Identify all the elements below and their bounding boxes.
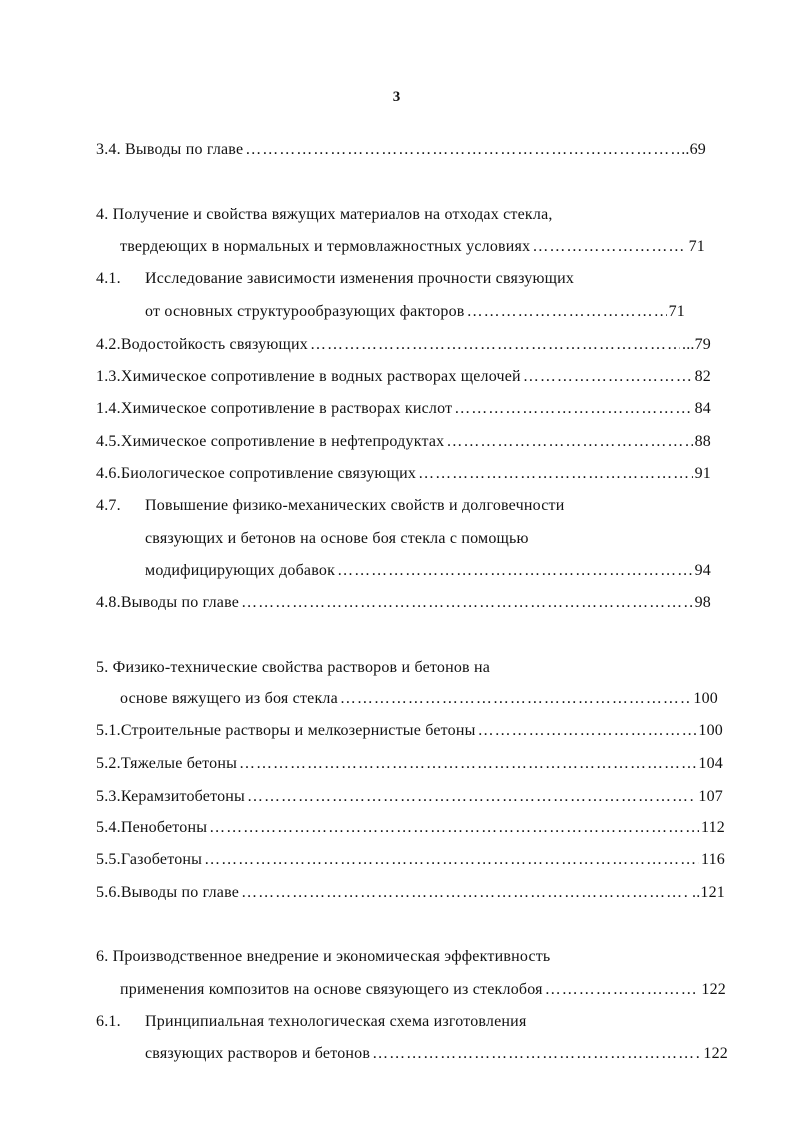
toc-chapter-4 (120, 236, 705, 258)
toc-title: Выводы по главе (120, 884, 240, 901)
toc-entry-5-2 (96, 753, 723, 775)
toc-title: Химическое сопротивление в нефтепродуктах (120, 433, 445, 450)
toc-title: Газобетоны (120, 851, 203, 868)
toc-entry-5-4 (96, 817, 725, 839)
leader-dots (523, 366, 693, 388)
toc-number: 4.6. (96, 465, 121, 482)
toc-number: 3.4. (96, 141, 121, 158)
toc-number: 1.4. (96, 400, 121, 417)
toc-entry-4-2 (96, 334, 711, 356)
toc-title: Выводы по главе (125, 141, 244, 158)
toc-entry-4-7 (145, 560, 711, 582)
toc-chapter-6 (120, 979, 726, 1001)
toc-number: 5.1. (96, 722, 121, 739)
leader-dots (239, 753, 696, 775)
toc-number: 4.1. (96, 270, 121, 287)
toc-page: 98 (694, 594, 711, 611)
leader-dots (545, 979, 700, 1001)
toc-page: 100 (698, 722, 723, 739)
toc-number: 5.4. (96, 819, 121, 836)
toc-entry-5-3 (96, 786, 723, 808)
toc-entry-4-7-head (96, 495, 706, 517)
toc-number: 5.3. (96, 788, 121, 805)
toc-title: Тяжелые бетоны (120, 755, 238, 772)
toc-title: Керамзитобетоны (120, 788, 245, 805)
toc-title: Выводы по главе (120, 594, 240, 611)
toc-title: Биологическое сопротивление связующих (120, 465, 417, 482)
toc-entry-5-1 (96, 720, 723, 742)
page-number: 3 (392, 89, 401, 105)
toc-entry-1-3 (96, 366, 711, 388)
toc-title-cont: связующих растворов и бетонов (145, 1045, 371, 1062)
toc-entry-6-1 (145, 1043, 728, 1065)
toc-entry-5-6 (96, 882, 725, 904)
leader-dots (337, 560, 693, 582)
leader-dots (454, 398, 692, 420)
toc-page: 84 (694, 400, 711, 417)
toc-title: Химическое сопротивление в водных растворах щелочей (120, 368, 521, 385)
toc-title: применения композитов на основе связующего из стеклобоя (120, 981, 543, 998)
toc-page: 94 (694, 562, 711, 579)
leader-dots (340, 688, 691, 710)
toc-entry-4-8 (96, 592, 711, 614)
toc-title: Исследование зависимости изменения прочности связующих (145, 270, 575, 287)
toc-title: Пенобетоны (120, 819, 208, 836)
toc-page: 91 (694, 465, 711, 482)
toc-page: 122 (701, 981, 726, 998)
toc-page: 71 (688, 238, 705, 255)
toc-entry-6-1-head (96, 1011, 706, 1033)
toc-page: 88 (694, 433, 711, 450)
toc-title: основе вяжущего из боя стекла (120, 690, 338, 707)
toc-number: 5.2. (96, 755, 121, 772)
toc-number: 4.7. (96, 497, 121, 514)
toc-number: 4.8. (96, 594, 121, 611)
toc-page: ..69 (681, 141, 706, 158)
toc-number: 4.2. (96, 336, 121, 353)
toc-entry-1-4 (96, 398, 711, 420)
toc-number: 5.6. (96, 884, 121, 901)
toc-page: 116 (700, 851, 725, 868)
toc-page: 112 (700, 819, 725, 836)
toc-title: Химическое сопротивление в растворах кислот (120, 400, 453, 417)
leader-dots (241, 882, 690, 904)
toc-entry-3-4 (96, 139, 706, 161)
leader-dots (532, 236, 686, 258)
toc-title: Водостойкость связующих (120, 336, 308, 353)
toc-entry-4-1 (145, 301, 685, 323)
toc-page: 71 (668, 303, 685, 320)
toc-number: 6.1. (96, 1013, 121, 1030)
leader-dots (245, 139, 679, 161)
toc-page: 107 (698, 788, 723, 805)
toc-entry-5-5 (96, 849, 725, 871)
toc-page: 100 (693, 690, 718, 707)
toc-title: Повышение физико-механических свойств и долговечности (145, 497, 565, 514)
toc-title-cont: от основных структурообразующих факторов (145, 303, 465, 320)
leader-dots (418, 463, 693, 485)
leader-dots (241, 592, 693, 614)
toc-chapter-5 (120, 688, 718, 710)
toc-page: 122 (703, 1045, 728, 1062)
leader-dots (446, 431, 692, 453)
toc-chapter-5-title: 5. Физико-технические свойства растворов и бетонов на (96, 659, 491, 676)
toc-number: 5.5. (96, 851, 121, 868)
toc-entry-4-6 (96, 463, 711, 485)
toc-entry-4-7-line2: связующих и бетонов на основе боя стекла с помощью (145, 530, 529, 547)
toc-page: ..121 (692, 884, 725, 901)
leader-dots (478, 720, 697, 742)
toc-title: твердеющих в нормальных и термовлажностных условиях (120, 238, 531, 255)
toc-chapter-6-title: 6. Производственное внедрение и экономическая эффективность (96, 948, 551, 965)
toc-page: ...79 (682, 336, 711, 353)
toc-title-cont: модифицирующих добавок (145, 562, 336, 579)
toc-number: 1.3. (96, 368, 121, 385)
leader-dots (372, 1043, 701, 1065)
toc-page: 82 (694, 368, 711, 385)
leader-dots (310, 334, 680, 356)
toc-chapter-4-title: 4. Получение и свойства вяжущих материалов на отходах стекла, (96, 206, 553, 223)
toc-entry-4-5 (96, 431, 711, 453)
toc-entry-4-1-head (96, 268, 706, 290)
toc-title: Строительные растворы и мелкозернистые бетоны (120, 722, 476, 739)
leader-dots (247, 786, 696, 808)
leader-dots (467, 301, 667, 323)
leader-dots (209, 817, 699, 839)
toc-title: Принципиальная технологическая схема изготовления (145, 1013, 527, 1030)
toc-page: 104 (698, 755, 723, 772)
toc-number: 4.5. (96, 433, 121, 450)
leader-dots (204, 849, 699, 871)
